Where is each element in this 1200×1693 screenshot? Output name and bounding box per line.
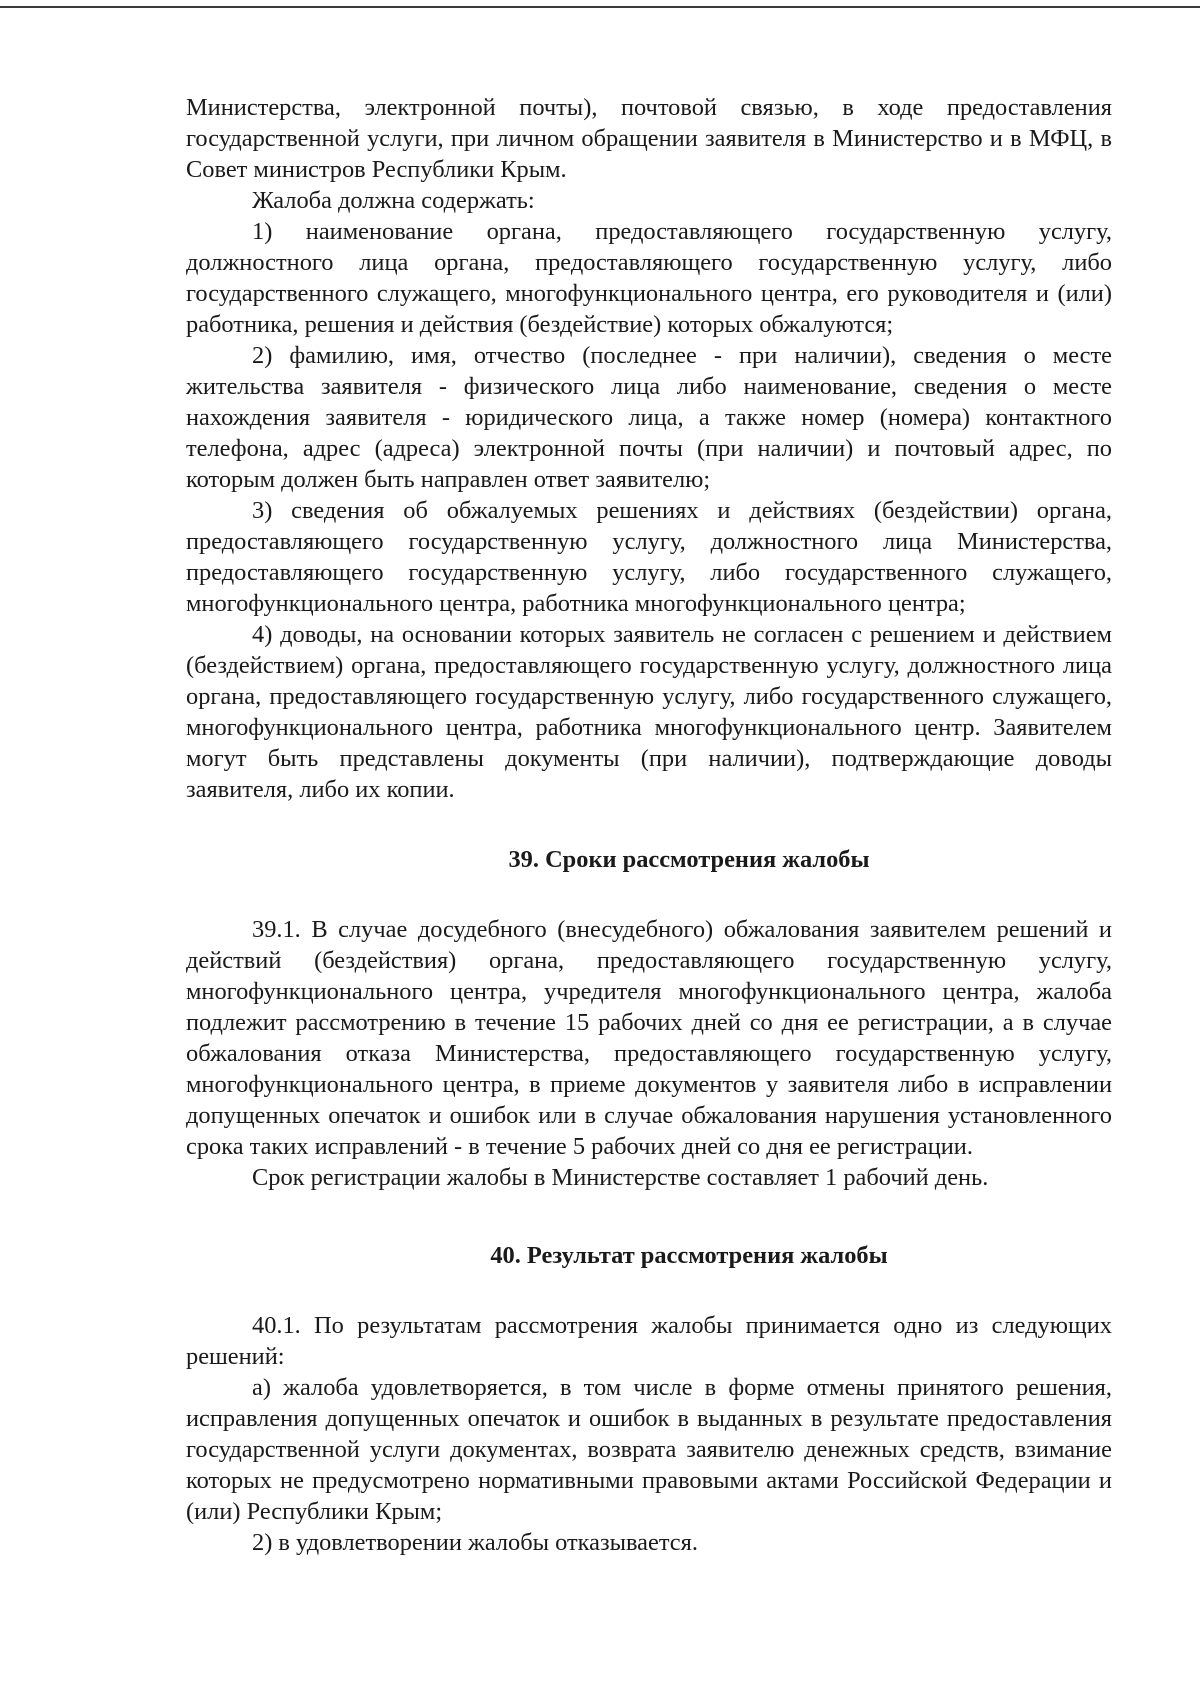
paragraph-item-4: 4) доводы, на основании которых заявитель не согласен с решением и действием (бездействием) органа, предоставляющего государственную услугу, должностного лица органа, предоставляющего государственную услугу, либо государственного служащего, многофункционального центра, работника многофункционального центр. Заявителем могут быть представлены документы (при наличии), подтверждающие доводы заявителя, либо их копии. — [186, 621, 1112, 803]
paragraph-item-a: а) жалоба удовлетворяется, в том числе в форме отмены принятого решения, исправления допущенных опечаток и ошибок в выданных в результате предоставления государственной услуги документах, возврата заявителю денежных средств, взимание которых не предусмотрено нормативными правовыми актами Российской Федерации и (или) Республики Крым; — [186, 1374, 1112, 1525]
paragraph-registration-term: Срок регистрации жалобы в Министерстве составляет 1 рабочий день. — [252, 1164, 989, 1191]
document-page — [186, 92, 1112, 1558]
paragraph-continuation: Министерства, электронной почты), почтовой связью, в ходе предоставления государственной услуги, при личном обращении заявителя в Министерство и в МФЦ, в Совет министров Республики Крым. — [186, 94, 1112, 183]
section-39-heading: 39. Сроки рассмотрения жалобы — [508, 846, 870, 873]
top-border-line — [0, 6, 1200, 8]
section-40-heading: 40. Результат рассмотрения жалобы — [490, 1242, 888, 1269]
paragraph-item-2: 2) фамилию, имя, отчество (последнее - при наличии), сведения о месте жительства заявителя - физического лица либо наименование, сведения о месте нахождения заявителя - юридического лица, а также номер (номера) контактного телефона, адрес (адреса) электронной почты (при наличии) и почтовый адрес, по которым должен быть направлен ответ заявителю; — [186, 342, 1112, 493]
paragraph-item-3: 3) сведения об обжалуемых решениях и действиях (бездействии) органа, предоставляющего государственную услугу, должностного лица Министерства, предоставляющего государственную услугу, либо государственного служащего, многофункционального центра, работника многофункционального центра; — [186, 497, 1112, 617]
paragraph-item-2-refusal: 2) в удовлетворении жалобы отказывается. — [252, 1529, 698, 1556]
paragraph-40-1: 40.1. По результатам рассмотрения жалобы принимается одно из следующих решений: — [186, 1312, 1112, 1370]
paragraph-item-1: 1) наименование органа, предоставляющего государственную услугу, должностного лица органа, предоставляющего государственную услугу, либо государственного служащего, многофункционального центра, его руководителя и (или) работника, решения и действия (бездействие) которых обжалуются; — [186, 218, 1112, 338]
paragraph-39-1: 39.1. В случае досудебного (внесудебного) обжалования заявителем решений и действий (бездействия) органа, предоставляющего государственную услугу, многофункционального центра, учредителя многофункционального центра, жалоба подлежит рассмотрению в течение 15 рабочих дней со дня ее регистрации, а в случае обжалования отказа Министерства, предоставляющего государственную услугу, многофункционального центра, в приеме документов у заявителя либо в исправлении допущенных опечаток и ошибок или в случае обжалования нарушения установленного срока таких исправлений - в течение 5 рабочих дней со дня ее регистрации. — [186, 916, 1112, 1160]
paragraph-complaint-must-contain: Жалоба должна содержать: — [252, 187, 535, 214]
